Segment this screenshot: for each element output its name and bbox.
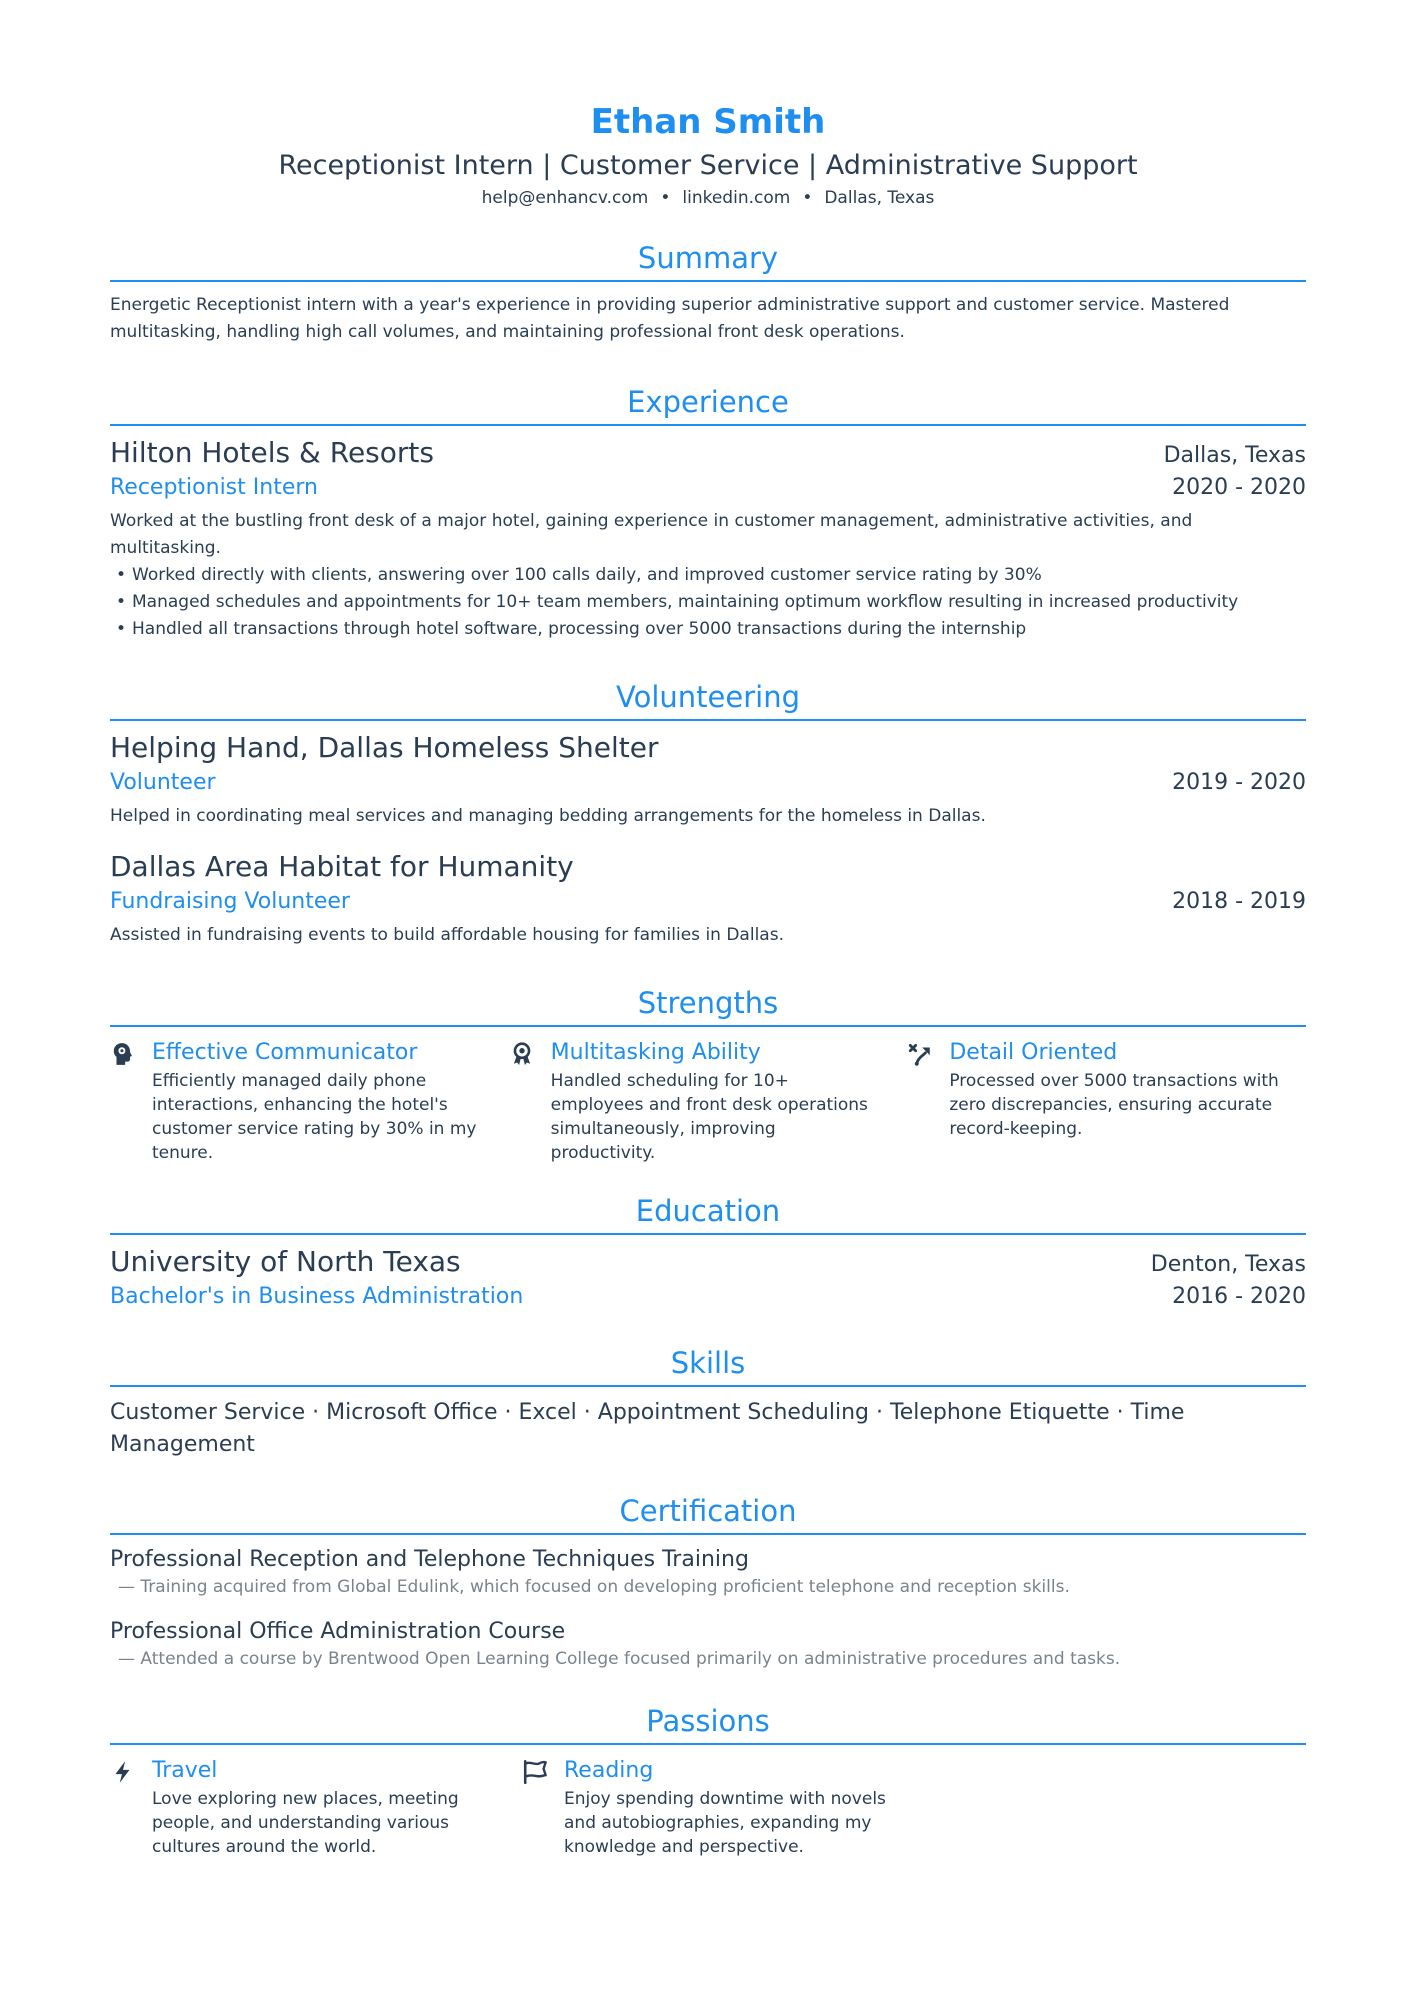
strength-description: Processed over 5000 transactions with zero discrepancies, ensuring accurate record-keeping.	[949, 1071, 1279, 1139]
passion-card	[522, 1755, 934, 1859]
certification-description: Attended a course by Brentwood Open Learning College focused primarily on administrative procedures and tasks.	[140, 1649, 1121, 1669]
certification-section	[110, 1491, 1306, 1671]
skill-item: Time Management	[110, 1400, 1185, 1457]
skill-separator: ·	[312, 1400, 320, 1425]
experience-bullet: • Managed schedules and appointments for 10+ team members, maintaining optimum workflow resulting in increased productivity	[110, 589, 1306, 616]
contact-line	[110, 186, 1306, 210]
strengths-grid	[110, 1037, 1306, 1165]
dash: —	[118, 1577, 135, 1597]
volunteering-role: Volunteer	[110, 770, 216, 795]
experience-entry	[110, 434, 1306, 643]
resume-header	[110, 96, 1306, 210]
strength-card	[509, 1037, 908, 1165]
volunteering-title: Volunteering	[110, 677, 1306, 721]
strength-description: Handled scheduling for 10+ employees and front desk operations simultaneously, improving productivity.	[550, 1071, 868, 1163]
certification-name: Professional Reception and Telephone Techniques Training	[110, 1547, 749, 1572]
certification-entry	[110, 1617, 1306, 1671]
experience-role: Receptionist Intern	[110, 475, 318, 500]
candidate-name: Ethan Smith	[590, 102, 826, 142]
volunteering-org: Helping Hand, Dallas Homeless Shelter	[110, 731, 659, 764]
education-degree: Bachelor's in Business Administration	[110, 1284, 524, 1309]
strength-title: Detail Oriented	[949, 1040, 1118, 1065]
passions-grid	[110, 1755, 1306, 1859]
skill-item: Telephone Etiquette	[890, 1400, 1110, 1425]
volunteering-dates: 2019 - 2020	[1172, 770, 1306, 795]
head-icon	[110, 1037, 152, 1165]
contact-separator: •	[802, 188, 813, 208]
skill-item: Customer Service	[110, 1400, 306, 1425]
skill-separator: ·	[504, 1400, 512, 1425]
skill-separator: ·	[1116, 1400, 1124, 1425]
education-location: Denton, Texas	[1150, 1252, 1306, 1277]
strength-title: Multitasking Ability	[550, 1040, 761, 1065]
skill-item: Appointment Scheduling	[597, 1400, 870, 1425]
experience-description: Worked at the bustling front desk of a major hotel, gaining experience in customer management, administrative activities, and multitasking.	[110, 511, 1193, 558]
volunteering-entry	[110, 848, 1306, 949]
strength-description: Efficiently managed daily phone interactions, enhancing the hotel's customer service rating by 30% in my tenure.	[152, 1071, 477, 1163]
lightning-icon	[110, 1755, 152, 1859]
dash: —	[118, 1649, 135, 1669]
experience-bullet: • Worked directly with clients, answering over 100 calls daily, and improved customer service rating by 30%	[110, 562, 1306, 589]
route-icon	[907, 1037, 949, 1165]
experience-section	[110, 382, 1306, 643]
experience-bullets	[110, 562, 1306, 643]
certification-entry	[110, 1545, 1306, 1599]
contact-linkedin[interactable]: linkedin.com	[682, 188, 791, 208]
candidate-headline: Receptionist Intern | Customer Service | Administrative Support	[278, 150, 1138, 181]
summary-text: Energetic Receptionist intern with a year's experience in providing superior administrative support and customer service. Mastered multitasking, handling high call volumes, and maintaining professional front desk operations.	[110, 295, 1230, 342]
contact-separator: •	[660, 188, 671, 208]
volunteering-entry	[110, 729, 1306, 830]
skills-title: Skills	[110, 1343, 1306, 1387]
experience-dates: 2020 - 2020	[1172, 475, 1306, 500]
certification-description-line	[110, 1647, 1306, 1671]
skills-section	[110, 1343, 1306, 1461]
resume-sheet	[110, 96, 1306, 1859]
certification-title: Certification	[110, 1491, 1306, 1535]
education-title: Education	[110, 1191, 1306, 1235]
skill-item: Excel	[518, 1400, 577, 1425]
summary-section	[110, 238, 1306, 346]
education-entry	[110, 1243, 1306, 1313]
contact-location: Dallas, Texas	[824, 188, 935, 208]
certification-name: Professional Office Administration Course	[110, 1619, 566, 1644]
education-section	[110, 1191, 1306, 1313]
strength-title: Effective Communicator	[152, 1040, 418, 1065]
volunteering-org: Dallas Area Habitat for Humanity	[110, 850, 574, 883]
skills-list	[110, 1397, 1306, 1461]
strength-card	[110, 1037, 509, 1165]
experience-bullet: • Handled all transactions through hotel software, processing over 5000 transactions during the internship	[110, 616, 1306, 643]
passions-title: Passions	[110, 1701, 1306, 1745]
skill-separator: ·	[583, 1400, 591, 1425]
education-school: University of North Texas	[110, 1245, 461, 1278]
volunteering-description: Helped in coordinating meal services and managing bedding arrangements for the homeless in Dallas.	[110, 806, 986, 826]
passion-title: Reading	[564, 1758, 654, 1783]
certification-description: Training acquired from Global Edulink, which focused on developing proficient telephone and reception skills.	[140, 1577, 1070, 1597]
experience-location: Dallas, Texas	[1163, 443, 1306, 468]
volunteering-role: Fundraising Volunteer	[110, 889, 350, 914]
strength-card	[907, 1037, 1306, 1165]
certification-description-line	[110, 1575, 1306, 1599]
summary-title: Summary	[110, 238, 1306, 282]
experience-title: Experience	[110, 382, 1306, 426]
education-dates: 2016 - 2020	[1172, 1284, 1306, 1309]
experience-company: Hilton Hotels & Resorts	[110, 436, 434, 469]
skill-item: Microsoft Office	[326, 1400, 498, 1425]
passions-section	[110, 1701, 1306, 1859]
strengths-section	[110, 983, 1306, 1165]
strengths-title: Strengths	[110, 983, 1306, 1027]
passion-description: Love exploring new places, meeting people, and understanding various cultures around the world.	[152, 1789, 459, 1857]
volunteering-section	[110, 677, 1306, 949]
award-icon	[509, 1037, 551, 1165]
contact-email[interactable]: help@enhancv.com	[481, 188, 649, 208]
passion-title: Travel	[152, 1758, 218, 1783]
flag-icon	[522, 1755, 564, 1859]
passion-card	[110, 1755, 522, 1859]
volunteering-description: Assisted in fundraising events to build affordable housing for families in Dallas.	[110, 925, 784, 945]
volunteering-dates: 2018 - 2019	[1172, 889, 1306, 914]
passion-description: Enjoy spending downtime with novels and autobiographies, expanding my knowledge and perspective.	[564, 1789, 886, 1857]
skill-separator: ·	[876, 1400, 884, 1425]
